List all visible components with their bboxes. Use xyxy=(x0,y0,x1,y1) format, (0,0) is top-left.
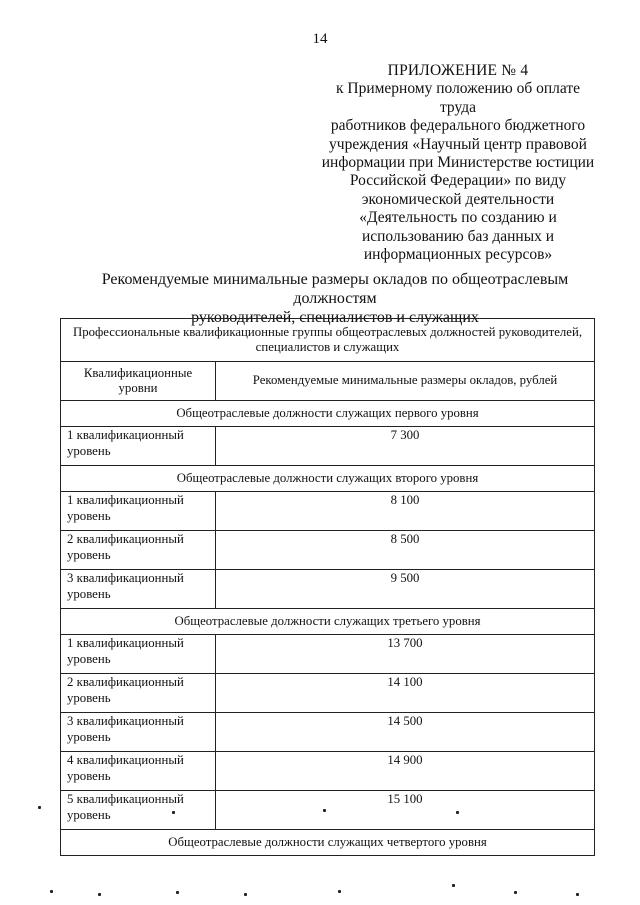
level-cell: 1 квалификационный уровень xyxy=(61,492,216,531)
salary-table xyxy=(60,318,595,856)
salary-cell: 14 500 xyxy=(216,713,595,752)
appendix-line: работников федерального бюджетного xyxy=(330,117,586,135)
scan-speck xyxy=(514,891,517,894)
scan-speck xyxy=(172,811,175,814)
column-header-level: Квалификационные уровни xyxy=(61,362,216,401)
level-cell: 2 квалификационный уровень xyxy=(61,674,216,713)
salary-cell: 8 500 xyxy=(216,531,595,570)
level-cell: 3 квалификационный уровень xyxy=(61,570,216,609)
section-title: Общеотраслевые должности служащих второго уровня xyxy=(61,466,595,492)
appendix-line: использованию баз данных и xyxy=(361,227,555,245)
scan-speck xyxy=(576,893,579,896)
section-row xyxy=(61,830,595,856)
appendix-line: «Деятельность по созданию и xyxy=(359,209,557,227)
table-row xyxy=(61,492,595,531)
salary-cell: 9 500 xyxy=(216,570,595,609)
section-row xyxy=(61,609,595,635)
level-cell: 5 квалификационный уровень xyxy=(61,791,216,830)
table-row xyxy=(61,752,595,791)
appendix-line: информации при Министерстве юстиции xyxy=(321,154,595,172)
section-title: Общеотраслевые должности служащих первого уровня xyxy=(61,401,595,427)
salary-cell: 13 700 xyxy=(216,635,595,674)
heading-line-1: Рекомендуемые минимальные размеры окладов по общеотраслевым должностям xyxy=(101,271,569,307)
table-row xyxy=(61,531,595,570)
scan-speck xyxy=(338,890,341,893)
appendix-line: экономической деятельности xyxy=(361,190,555,208)
scan-speck xyxy=(98,893,101,896)
table-groups-header-row xyxy=(61,319,595,362)
section-title: Общеотраслевые должности служащих четвертого уровня xyxy=(61,830,595,856)
appendix-line: информационных ресурсов» xyxy=(363,246,553,264)
appendix-title: ПРИЛОЖЕНИЕ № 4 xyxy=(387,62,529,79)
table-column-header-row xyxy=(61,362,595,401)
table-row xyxy=(61,713,595,752)
column-header-salary: Рекомендуемые минимальные размеры окладов, рублей xyxy=(216,362,595,401)
appendix-line: учреждения «Научный центр правовой xyxy=(329,135,587,153)
table-row xyxy=(61,570,595,609)
scan-speck xyxy=(176,891,179,894)
scan-speck xyxy=(452,884,455,887)
salary-cell: 7 300 xyxy=(216,427,595,466)
heading-line-2: руководителей, специалистов и служащих xyxy=(191,309,479,326)
salary-cell: 14 100 xyxy=(216,674,595,713)
salary-cell: 8 100 xyxy=(216,492,595,531)
section-title: Общеотраслевые должности служащих третьего уровня xyxy=(61,609,595,635)
section-row xyxy=(61,466,595,492)
scan-speck xyxy=(244,893,247,896)
scan-speck xyxy=(456,811,459,814)
level-cell: 1 квалификационный уровень xyxy=(61,427,216,466)
appendix-block xyxy=(318,62,598,264)
groups-header-cell: Профессиональные квалификационные группы общеотраслевых должностей руководителей, специалистов и служащих xyxy=(61,319,595,362)
salary-cell: 14 900 xyxy=(216,752,595,791)
table-row xyxy=(61,635,595,674)
page-number: 14 xyxy=(312,31,328,47)
scan-speck xyxy=(38,806,41,809)
level-cell: 3 квалификационный уровень xyxy=(61,713,216,752)
scan-speck xyxy=(323,809,326,812)
appendix-line: к Примерному положению об оплате труда xyxy=(335,80,581,116)
table-row xyxy=(61,791,595,830)
table-row xyxy=(61,674,595,713)
section-row xyxy=(61,401,595,427)
appendix-line: Российской Федерации» по виду xyxy=(349,172,567,190)
scan-speck xyxy=(50,890,53,893)
salary-cell: 15 100 xyxy=(216,791,595,830)
level-cell: 1 квалификационный уровень xyxy=(61,635,216,674)
level-cell: 4 квалификационный уровень xyxy=(61,752,216,791)
table-row xyxy=(61,427,595,466)
level-cell: 2 квалификационный уровень xyxy=(61,531,216,570)
